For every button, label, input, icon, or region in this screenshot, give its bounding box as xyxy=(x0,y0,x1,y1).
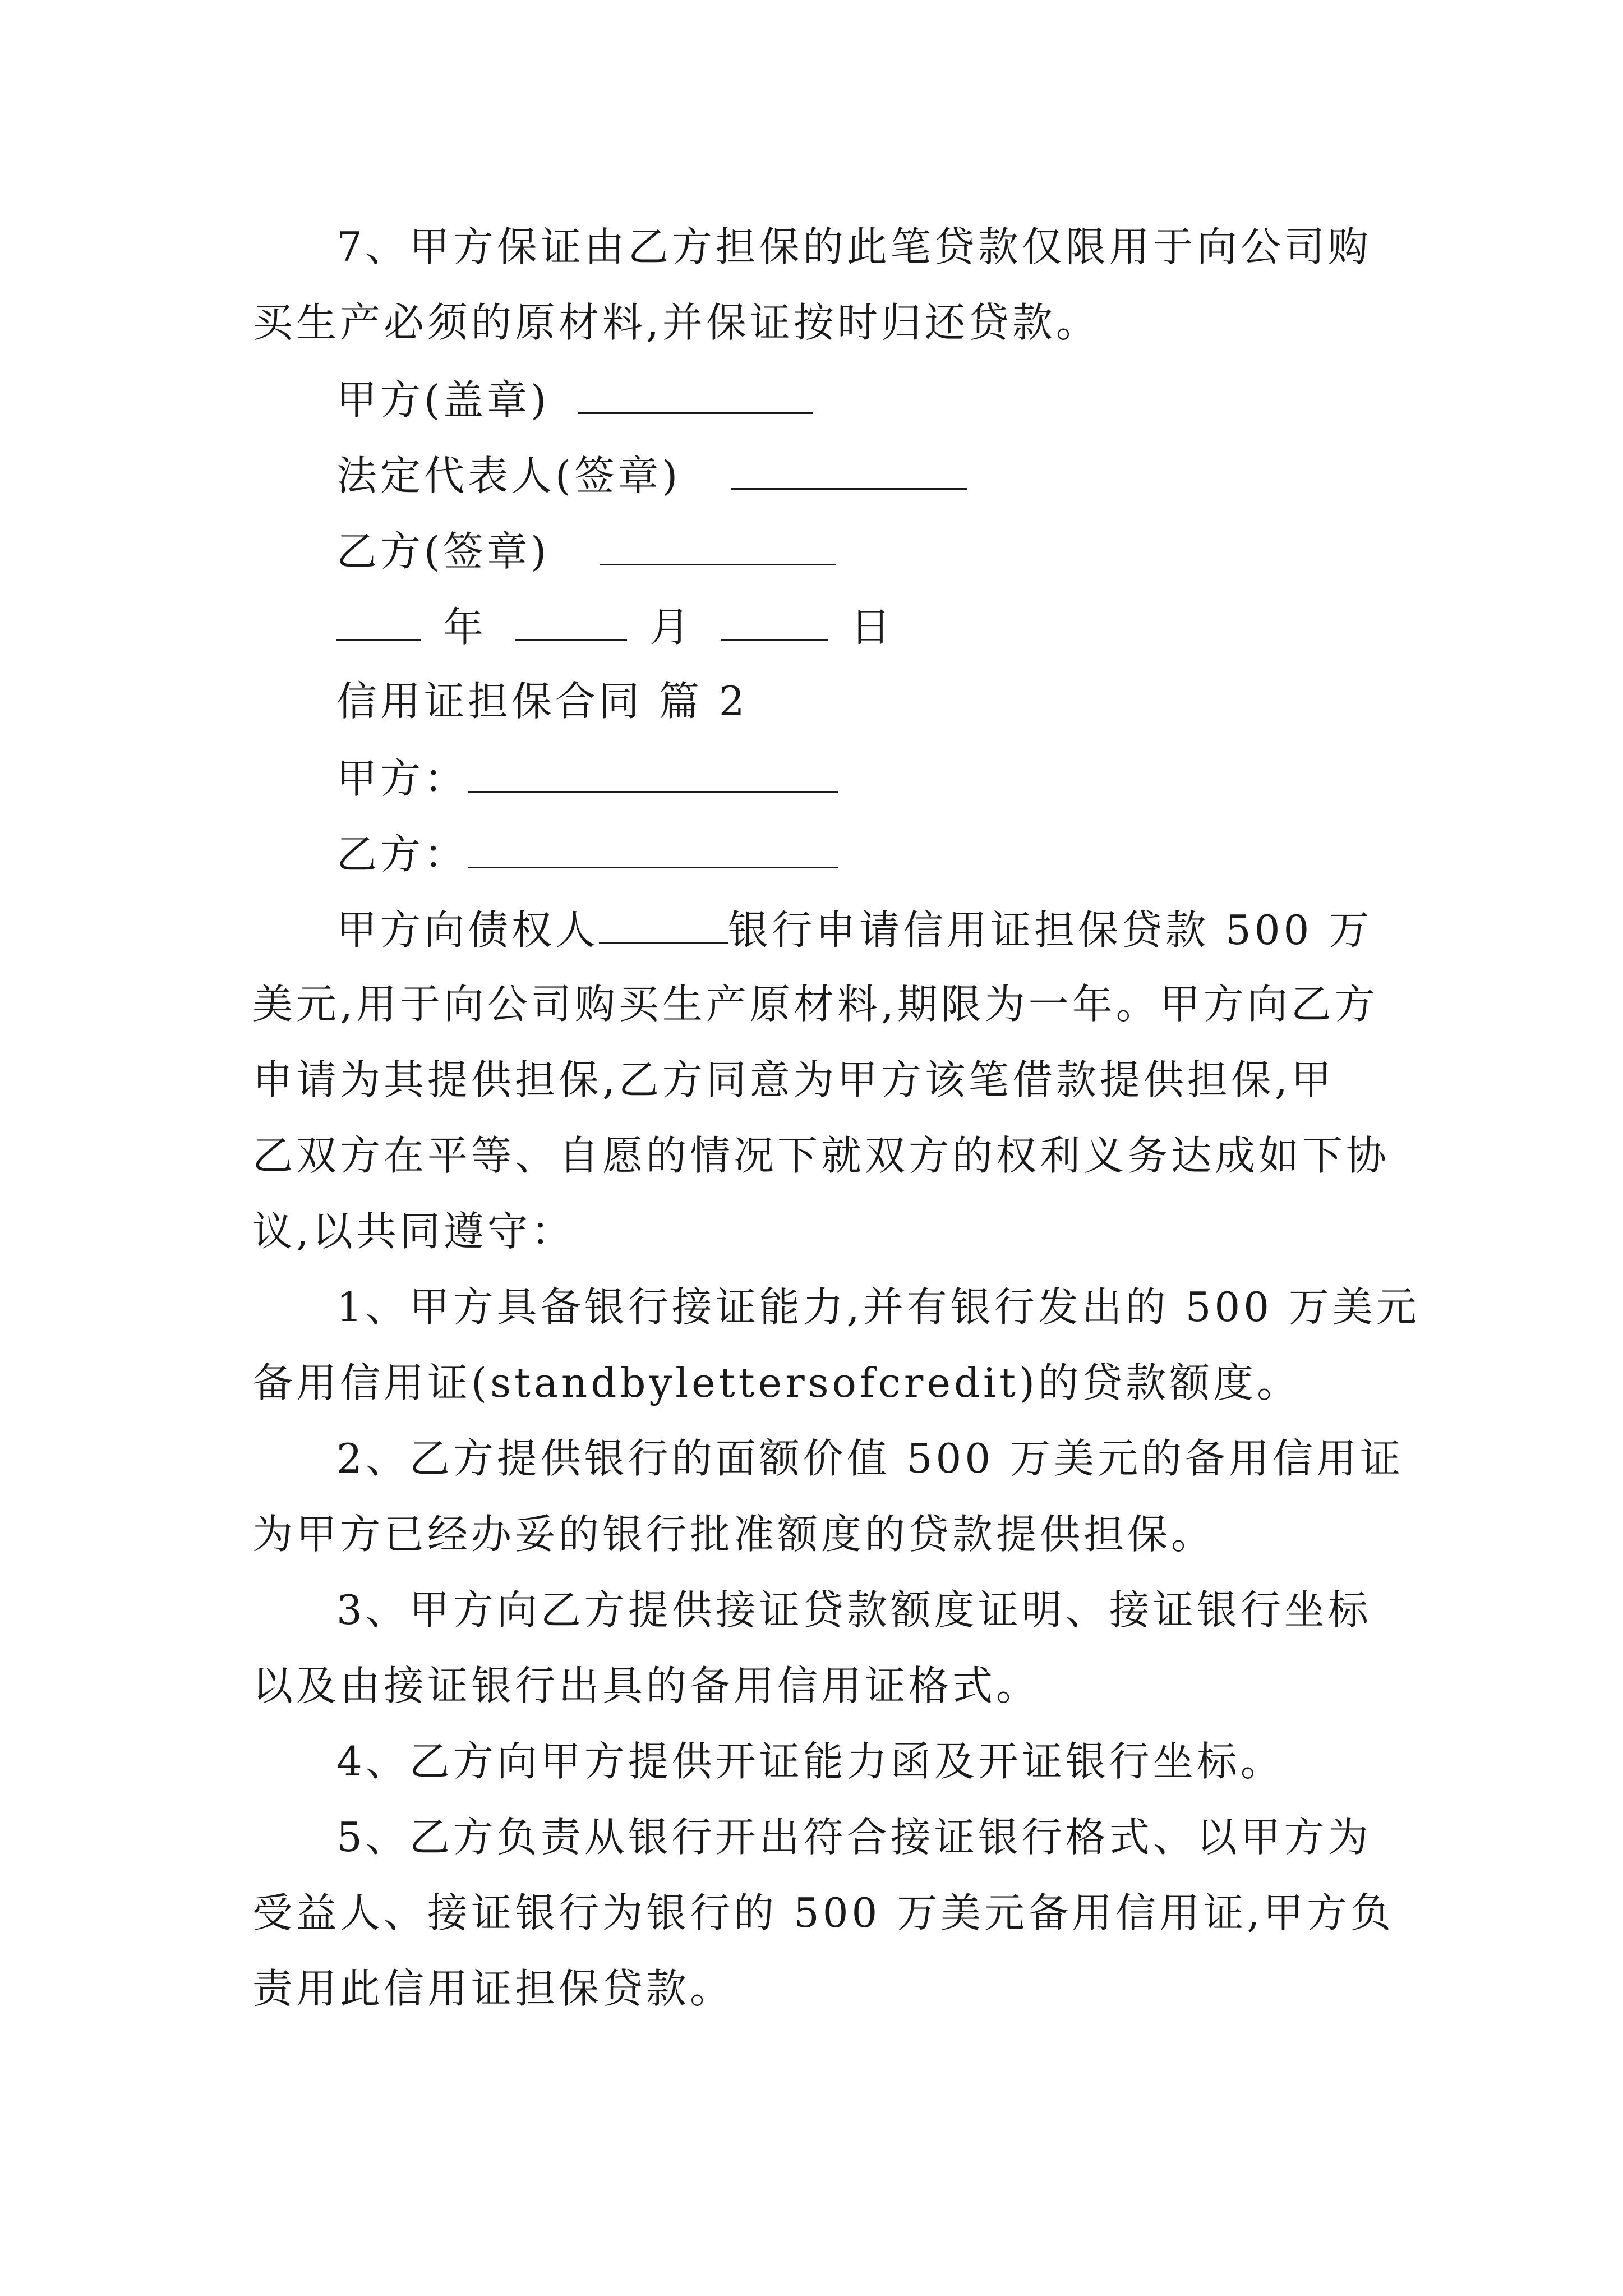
month-blank xyxy=(515,600,627,641)
day-blank xyxy=(721,600,828,641)
party-a-blank xyxy=(468,752,838,793)
item-5-line-1: 5、乙方负责从银行开出符合接证银行格式、以甲方为 xyxy=(336,1814,1372,1861)
item-2-line-1: 2、乙方提供银行的面额价值 500 万美元的备用信用证 xyxy=(336,1435,1404,1482)
year-label: 年 xyxy=(443,604,487,651)
party-b-row xyxy=(0,827,1623,880)
year-blank xyxy=(336,600,421,641)
party-a-seal-row xyxy=(0,373,1623,425)
intro-line-1-part-a: 甲方向债权人 xyxy=(336,907,600,954)
item-1-line-2: 备用信用证(standbylettersofcredit)的贷款额度。 xyxy=(252,1359,1301,1406)
party-b-seal-label: 乙方(签章) xyxy=(336,528,550,575)
party-b-seal-blank xyxy=(600,524,836,565)
intro-line-2: 美元,用于向公司购买生产原材料,期限为一年。甲方向乙方 xyxy=(252,981,1378,1028)
day-label: 日 xyxy=(850,604,895,651)
item-3-line-1: 3、甲方向乙方提供接证贷款额度证明、接证银行坐标 xyxy=(336,1586,1372,1634)
legal-rep-blank xyxy=(731,449,967,490)
party-a-label: 甲方： xyxy=(336,755,468,802)
party-a-seal-blank xyxy=(578,373,813,414)
item-2-line-2: 为甲方已经办妥的银行批准额度的贷款提供担保。 xyxy=(252,1511,1215,1558)
intro-line-4: 乙双方在平等、自愿的情况下就双方的权利义务达成如下协 xyxy=(252,1132,1390,1179)
item-1-line-1: 1、甲方具备银行接证能力,并有银行发出的 500 万美元 xyxy=(336,1283,1420,1331)
item-4-line-1: 4、乙方向甲方提供开证能力函及开证银行坐标。 xyxy=(336,1738,1284,1785)
intro-line-5: 议,以共同遵守： xyxy=(252,1208,575,1255)
item-3-line-2: 以及由接证银行出具的备用信用证格式。 xyxy=(252,1662,1040,1709)
item-5-line-2: 受益人、接证银行为银行的 500 万美元备用信用证,甲方负 xyxy=(252,1889,1395,1936)
party-b-seal-row xyxy=(0,524,1623,577)
clause-7-line-2: 买生产必须的原材料,并保证按时归还贷款。 xyxy=(252,299,1100,346)
month-label: 月 xyxy=(649,604,694,651)
contract-2-title: 信用证担保合同 篇 2 xyxy=(336,678,748,725)
party-b-label: 乙方： xyxy=(336,831,468,878)
party-a-seal-label: 甲方(盖章) xyxy=(336,376,550,424)
intro-line-1-part-b: 银行申请信用证担保贷款 500 万 xyxy=(728,907,1373,954)
creditor-bank-blank xyxy=(599,903,728,944)
intro-line-1 xyxy=(0,903,1623,955)
party-b-blank xyxy=(468,827,838,868)
party-a-row xyxy=(0,752,1623,804)
legal-rep-row xyxy=(0,449,1623,501)
intro-line-3: 申请为其提供担保,乙方同意为甲方该笔借款提供担保,甲 xyxy=(252,1056,1335,1103)
legal-rep-label: 法定代表人(签章) xyxy=(336,452,681,499)
date-row xyxy=(0,600,1623,652)
clause-7-line-1: 7、甲方保证由乙方担保的此笔贷款仅限用于向公司购 xyxy=(336,223,1372,270)
item-5-line-3: 责用此信用证担保贷款。 xyxy=(252,1965,734,2012)
